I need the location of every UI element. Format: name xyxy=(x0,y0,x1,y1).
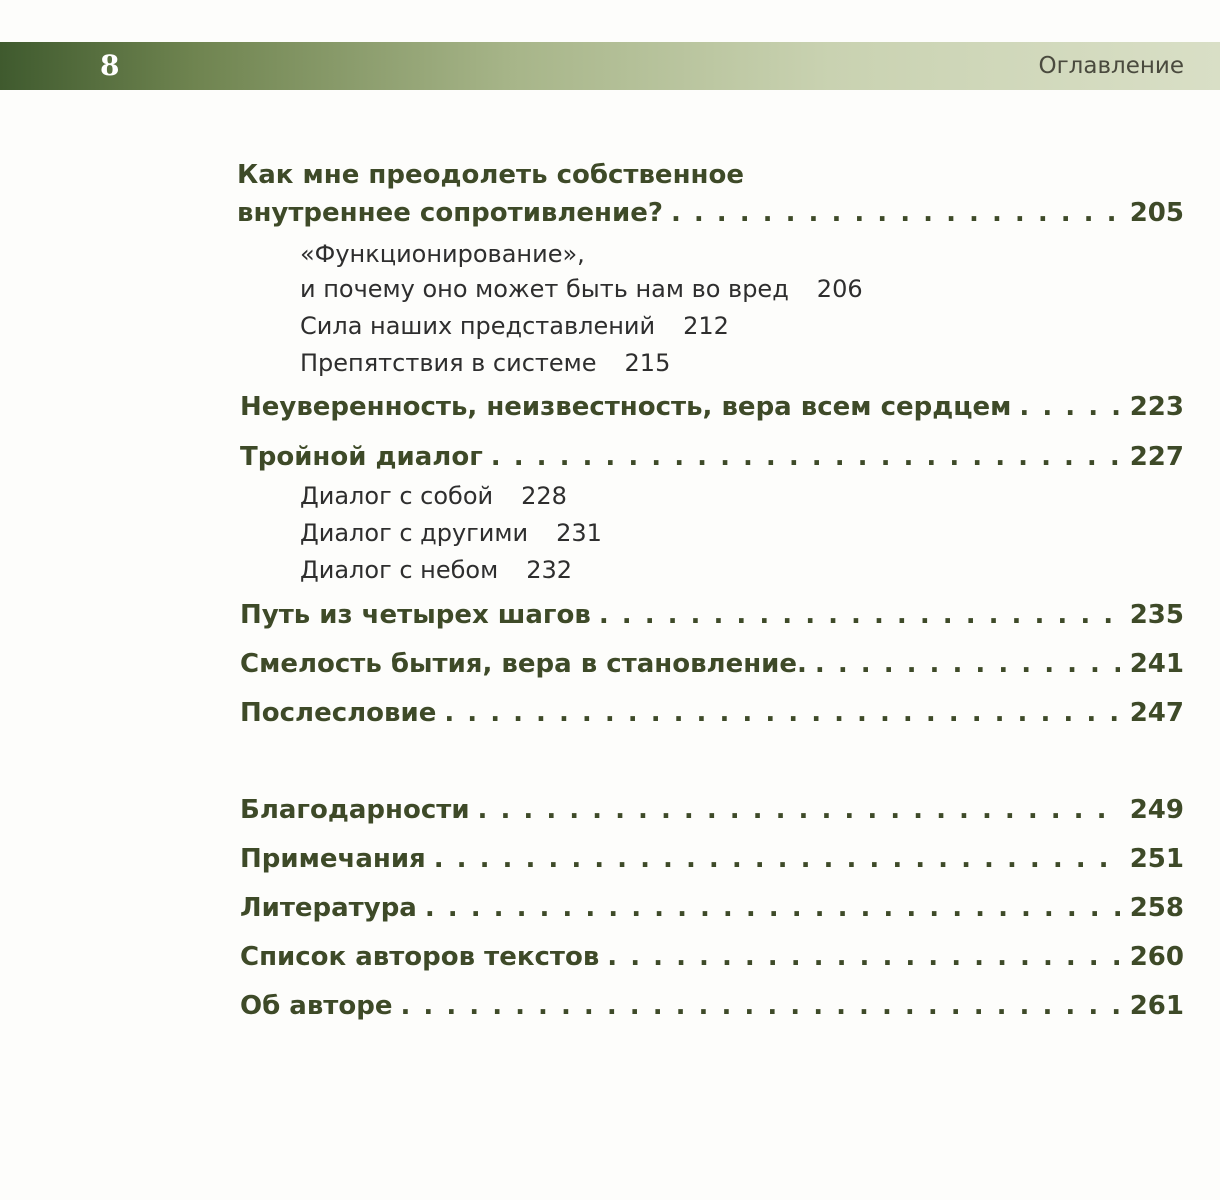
dot-leader xyxy=(599,942,1119,972)
toc-entry[interactable] xyxy=(240,844,1184,874)
toc-entry[interactable] xyxy=(240,392,1184,422)
dot-leader xyxy=(392,991,1119,1021)
toc-entry-title: Литература xyxy=(240,893,417,923)
toc-entry[interactable] xyxy=(237,198,1184,228)
toc-entry-title: Примечания xyxy=(240,844,426,874)
toc-subentry-page: 231 xyxy=(556,519,602,547)
dot-leader xyxy=(483,442,1120,472)
toc-subentry[interactable] xyxy=(300,312,729,340)
dot-leader xyxy=(1011,392,1119,422)
toc-entry-page: 241 xyxy=(1129,649,1184,679)
toc-subentry-title: Диалог с другими xyxy=(300,519,529,547)
toc-subentry-page: 232 xyxy=(526,556,572,584)
page-number: 8 xyxy=(100,49,120,82)
toc-subentry-title: Сила наших представлений xyxy=(300,312,656,340)
toc-subentry-page: 228 xyxy=(521,482,567,510)
toc-subentry-title: Диалог с небом xyxy=(300,556,499,584)
toc-entry-page: 235 xyxy=(1129,600,1184,630)
toc-subentry[interactable] xyxy=(300,349,670,377)
toc-entry-title: Благодарности xyxy=(240,795,470,825)
toc-entry[interactable] xyxy=(240,795,1184,825)
toc-entry-page: 261 xyxy=(1129,991,1184,1021)
dot-leader xyxy=(426,844,1120,874)
toc-entry-page: 249 xyxy=(1129,795,1184,825)
dot-leader xyxy=(436,698,1119,728)
toc-entry-title: Неуверенность, неизвестность, вера всем сердцем xyxy=(240,392,1012,422)
toc-entry-title: внутреннее сопротивление? xyxy=(237,198,663,228)
toc-entry-title: Об авторе xyxy=(240,991,393,1021)
toc-entry[interactable] xyxy=(240,991,1184,1021)
toc-subentry[interactable] xyxy=(300,519,602,547)
toc-subentry[interactable] xyxy=(300,482,567,510)
toc-subentry-title: и почему оно может быть нам во вред xyxy=(300,275,789,303)
toc-entry[interactable] xyxy=(240,942,1184,972)
toc-entry-page: 260 xyxy=(1129,942,1184,972)
toc-entry-page: 251 xyxy=(1129,844,1184,874)
toc-subentry[interactable] xyxy=(300,556,572,584)
toc-entry-page: 227 xyxy=(1129,442,1184,472)
toc-entry-title: Послесловие xyxy=(240,698,437,728)
dot-leader xyxy=(591,600,1120,630)
dot-leader xyxy=(807,649,1120,679)
toc-entry[interactable] xyxy=(240,893,1184,923)
toc-entry-title-line: Как мне преодолеть собственное xyxy=(237,160,744,190)
toc-subentry-title-line: «Функционирование», xyxy=(300,240,585,268)
toc-entry-title: Смелость бытия, вера в становление. xyxy=(240,649,807,679)
toc-entry[interactable] xyxy=(240,698,1184,728)
dot-leader xyxy=(417,893,1120,923)
toc-entry-title: Список авторов текстов xyxy=(240,942,600,972)
toc-entry-page: 223 xyxy=(1129,392,1184,422)
toc-entry[interactable] xyxy=(240,649,1184,679)
toc-subentry-page: 212 xyxy=(683,312,729,340)
toc-subentry-page: 206 xyxy=(816,275,863,303)
dot-leader xyxy=(470,795,1120,825)
toc-subentry[interactable] xyxy=(300,275,863,303)
toc-subentry-title: Препятствия в системе xyxy=(300,349,597,377)
toc-entry-page: 258 xyxy=(1129,893,1184,923)
toc-entry[interactable] xyxy=(240,600,1184,630)
dot-leader xyxy=(663,198,1120,228)
toc-entry-title: Тройной диалог xyxy=(240,442,483,472)
toc-entry[interactable] xyxy=(240,442,1184,472)
toc-subentry-title: Диалог с собой xyxy=(300,482,494,510)
toc-entry-page: 247 xyxy=(1129,698,1184,728)
toc-subentry-page: 215 xyxy=(624,349,671,377)
toc-entry-page: 205 xyxy=(1129,198,1184,228)
toc-entry-title: Путь из четырех шагов xyxy=(240,600,591,630)
section-title: Оглавление xyxy=(1038,53,1184,79)
